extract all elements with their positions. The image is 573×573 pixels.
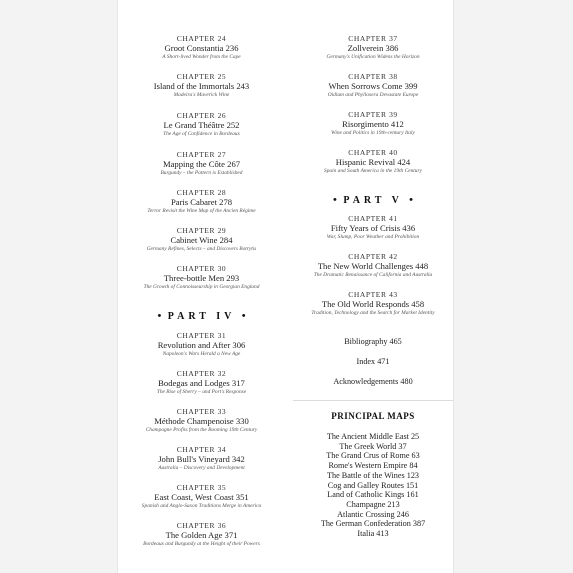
index-entry: Index 471 — [356, 357, 390, 366]
chapter-subtitle: War, Slump, Poor Weather and Prohibition — [326, 234, 420, 240]
map-entry: Champagne 213 — [346, 499, 400, 509]
toc-entry — [293, 110, 453, 137]
map-entry: The Grand Crus of Rome 63 — [326, 451, 420, 461]
map-entry: The Ancient Middle East 25 — [326, 432, 420, 441]
chapter-subtitle: Wine and Politics in 19th-century Italy — [331, 130, 415, 136]
map-entry: The Battle of the Wines 123 — [326, 470, 420, 480]
chapter-subtitle: Terror Revisit the Wine Map of the Ancien Régime — [147, 208, 256, 214]
chapter-subtitle: Madeira's Maverick Wine — [173, 92, 230, 98]
chapter-subtitle: Australia – Discovery and Development — [158, 465, 245, 471]
chapter-title: Le Grand Théâtre 252 — [163, 120, 240, 130]
toc-entry — [118, 331, 285, 358]
chapter-title: Méthode Champenoise 330 — [154, 416, 249, 426]
chapter-title: East Coast, West Coast 351 — [154, 492, 249, 502]
bibliography-entry: Bibliography 465 — [344, 337, 402, 346]
chapter-title: Groot Constantia 236 — [164, 43, 239, 53]
part-label: PART IV — [167, 311, 236, 322]
chapter-number: CHAPTER 43 — [348, 290, 398, 299]
chapter-title: The Old World Responds 458 — [321, 299, 425, 309]
map-entry: Land of Catholic Kings 161 — [327, 490, 419, 500]
map-entry: The Greek World 37 — [339, 441, 407, 451]
chapter-title: Mapping the Côte 267 — [162, 159, 241, 169]
chapter-subtitle: Napoleon's Wars Herald a New Age — [162, 351, 241, 357]
chapter-title: Three-bottle Men 293 — [163, 273, 240, 283]
toc-entry — [293, 252, 453, 279]
chapter-subtitle: Germany's Unification Widens the Horizon — [326, 54, 420, 60]
chapter-title: Cabinet Wine 284 — [170, 235, 233, 245]
toc-entry — [118, 483, 285, 510]
chapter-subtitle: Champagne Profits from the Booming 19th Century — [145, 427, 258, 433]
part-label: PART V — [343, 195, 403, 206]
bullet-icon: • — [409, 194, 414, 206]
chapter-number: CHAPTER 34 — [176, 445, 227, 454]
map-entry: Rome's Western Empire 84 — [328, 461, 418, 471]
toc-entry — [118, 188, 285, 215]
toc-entry — [118, 369, 285, 396]
chapter-subtitle: Oidium and Phylloxera Devastate Europe — [327, 92, 419, 98]
chapter-subtitle: The Rise of Sherry – and Port's Response — [156, 389, 247, 395]
toc-entry — [118, 264, 285, 291]
toc-entry — [118, 521, 285, 548]
chapter-number: CHAPTER 40 — [348, 148, 398, 157]
chapter-title: The New World Challenges 448 — [317, 261, 429, 271]
chapter-subtitle: Spanish and Anglo-Saxon Traditions Merge in America — [141, 503, 262, 509]
chapter-title: Bodegas and Lodges 317 — [158, 378, 245, 388]
chapter-title: Paris Cabaret 278 — [170, 197, 233, 207]
chapter-number: CHAPTER 31 — [176, 331, 227, 340]
chapter-subtitle: The Growth of Connoisseurship in Georgian England — [143, 284, 260, 290]
chapter-number: CHAPTER 24 — [176, 34, 227, 43]
chapter-number: CHAPTER 30 — [176, 264, 227, 273]
maps-heading: PRINCIPAL MAPS — [331, 411, 415, 421]
chapter-title: Zollverein 386 — [347, 43, 399, 53]
toc-entry — [118, 72, 285, 99]
toc-entry — [118, 226, 285, 253]
toc-entry — [293, 290, 453, 317]
chapter-number: CHAPTER 41 — [348, 214, 398, 223]
chapter-number: CHAPTER 25 — [176, 72, 227, 81]
toc-entry — [118, 150, 285, 177]
map-entry: Atlantic Crossing 246 — [337, 509, 409, 519]
toc-entry — [293, 148, 453, 175]
chapter-subtitle: Spain and South America in the 19th Century — [324, 168, 422, 174]
chapter-number: CHAPTER 42 — [348, 252, 398, 261]
acknowledgements-entry: Acknowledgements 480 — [333, 377, 413, 386]
chapter-title: John Bull's Vineyard 342 — [158, 454, 245, 464]
chapter-number: CHAPTER 37 — [348, 34, 398, 43]
part-heading — [293, 194, 453, 206]
chapter-number: CHAPTER 32 — [176, 369, 227, 378]
bullet-icon: • — [241, 310, 246, 322]
toc-entry — [118, 445, 285, 472]
chapter-title: The Golden Age 371 — [165, 530, 238, 540]
toc-entry — [118, 407, 285, 434]
chapter-subtitle: The Dramatic Renaissance of California and Australia — [313, 272, 433, 278]
chapter-title: Hispanic Revival 424 — [335, 157, 411, 167]
toc-entry — [293, 214, 453, 241]
bullet-icon: • — [157, 310, 162, 322]
chapter-subtitle: Bordeaux and Burgundy at the Height of their Powers — [143, 541, 260, 547]
chapter-title: When Sorrows Come 399 — [328, 81, 418, 91]
chapter-subtitle: Tradition, Technology and the Search for Market Identity — [311, 310, 435, 316]
bullet-icon: • — [332, 194, 337, 206]
chapter-subtitle: Burgundy – the Pattern is Established — [160, 170, 243, 176]
map-entry: The German Confederation 387 — [320, 519, 426, 529]
map-entry: Cog and Galley Routes 151 — [327, 480, 419, 490]
chapter-title: Island of the Immortals 243 — [153, 81, 250, 91]
chapter-number: CHAPTER 38 — [348, 72, 398, 81]
chapter-subtitle: A Short-lived Wonder from the Cape — [162, 54, 241, 60]
maps-list — [293, 432, 453, 539]
book-page — [118, 0, 453, 573]
chapter-number: CHAPTER 36 — [176, 521, 227, 530]
chapter-number: CHAPTER 27 — [176, 150, 227, 159]
chapter-title: Fifty Years of Crisis 436 — [330, 223, 416, 233]
chapter-subtitle: The Age of Confidence in Bordeaux — [163, 131, 240, 137]
chapter-number: CHAPTER 33 — [176, 407, 227, 416]
chapter-number: CHAPTER 39 — [348, 110, 398, 119]
section-divider — [293, 400, 453, 401]
chapter-number: CHAPTER 28 — [176, 188, 227, 197]
chapter-title: Revolution and After 306 — [157, 340, 246, 350]
map-entry: Italia 413 — [357, 529, 389, 539]
chapter-number: CHAPTER 29 — [176, 226, 227, 235]
toc-entry — [118, 111, 285, 138]
chapter-title: Risorgimento 412 — [342, 119, 404, 129]
chapter-subtitle: Germany Refines, Selects – and Discovers Botrytis — [146, 246, 257, 252]
chapter-number: CHAPTER 26 — [176, 111, 227, 120]
chapter-number: CHAPTER 35 — [176, 483, 227, 492]
toc-entry — [293, 72, 453, 99]
toc-entry — [118, 34, 285, 61]
toc-entry — [293, 34, 453, 61]
part-heading — [118, 310, 285, 322]
